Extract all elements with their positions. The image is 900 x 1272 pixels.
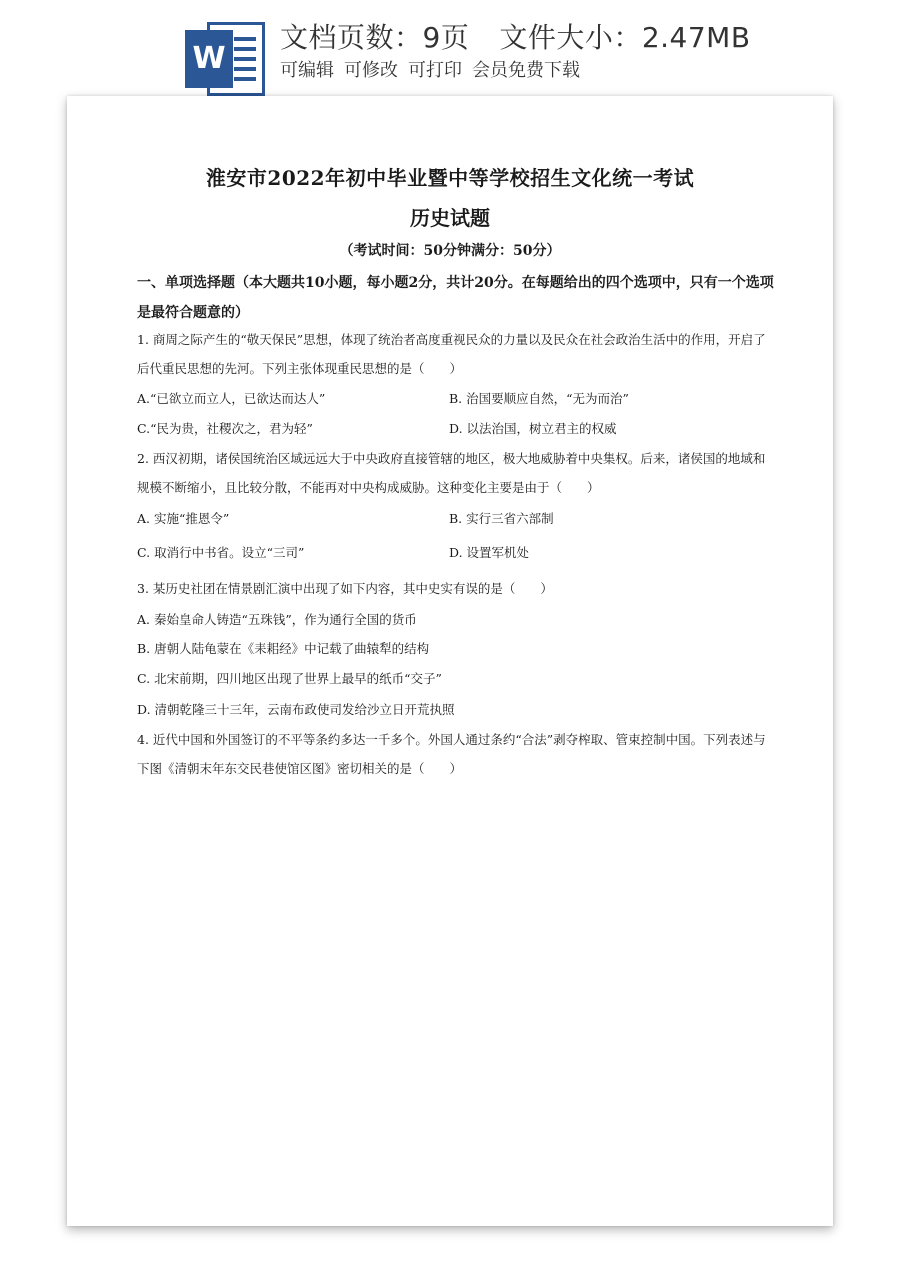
word-icon-letter: W bbox=[185, 30, 233, 88]
question-3-text: 3. 某历史社团在情景剧汇演中出现了如下内容，其中史实有误的是（ ） bbox=[137, 581, 553, 596]
feature-printable: 可打印 bbox=[408, 60, 462, 81]
section-heading: 一、单项选择题（本大题共10小题，每小题2分，共计20分。在每题给出的四个选项中，只有一个选项是最符合题意的） bbox=[137, 275, 774, 321]
question-4-text: 4. 近代中国和外国签订的不平等条约多达一千多个。外国人通过条约“合法”剥夺榨取、管束控制中国。下列表述与下图《清朝末年东交民巷使馆区图》密切相关的是（ ） bbox=[137, 732, 766, 776]
document-page bbox=[67, 96, 833, 1226]
question-2-option-c: C. 取消行中书省。设立“三司” bbox=[137, 545, 305, 560]
question-2-option-d: D. 设置军机处 bbox=[449, 545, 530, 560]
question-1-option-a: A.“已欲立而立人，已欲达而达人” bbox=[137, 391, 326, 406]
word-document-icon bbox=[185, 22, 265, 96]
question-1-option-d: D. 以法治国，树立君主的权威 bbox=[449, 421, 617, 436]
feature-modifiable: 可修改 bbox=[344, 60, 398, 81]
feature-editable: 可编辑 bbox=[280, 60, 334, 81]
question-3-option-d: D. 清朝乾隆三十三年，云南布政使司发给沙立日开荒执照 bbox=[137, 702, 455, 717]
feature-member-download: 会员免费下载 bbox=[472, 60, 580, 81]
banner-features bbox=[280, 56, 590, 82]
question-2-option-a: A. 实施“推恩令” bbox=[137, 511, 230, 526]
question-3-option-b: B. 唐朝人陆龟蒙在《耒耜经》中记载了曲辕犁的结构 bbox=[137, 641, 430, 656]
question-1-text: 1. 商周之际产生的“敬天保民”思想，体现了统治者高度重视民众的力量以及民众在社会政治生活中的作用，开启了后代重民思想的先河。下列主张体现重民思想的是（ ） bbox=[137, 332, 766, 376]
question-3-option-a: A. 秦始皇命人铸造“五珠钱”，作为通行全国的货币 bbox=[137, 612, 417, 627]
exam-time-note: （考试时间：50分钟满分：50分） bbox=[339, 243, 561, 259]
question-2-text: 2. 西汉初期，诸侯国统治区域远远大于中央政府直接管辖的地区，极大地威胁着中央集权。后来，诸侯国的地域和规模不断缩小，且比较分散，不能再对中央构成威胁。这种变化主要是由于（ ） bbox=[137, 451, 766, 495]
exam-title: 淮安市2022年初中毕业暨中等学校招生文化统一考试 bbox=[205, 166, 695, 190]
file-size-label: 文件大小：2.47MB bbox=[499, 21, 751, 54]
question-1-option-b: B. 治国要顺应自然，“无为而治” bbox=[449, 391, 629, 406]
question-1-option-c: C.“民为贵，社稷次之，君为轻” bbox=[137, 421, 313, 436]
question-3-option-c: C. 北宋前期，四川地区出现了世界上最早的纸币“交子” bbox=[137, 671, 442, 686]
exam-subject: 历史试题 bbox=[410, 206, 490, 230]
download-banner bbox=[0, 0, 900, 96]
page-count-label: 文档页数：9页 bbox=[280, 21, 470, 54]
question-2-option-b: B. 实行三省六部制 bbox=[449, 511, 554, 526]
banner-title bbox=[280, 16, 781, 56]
